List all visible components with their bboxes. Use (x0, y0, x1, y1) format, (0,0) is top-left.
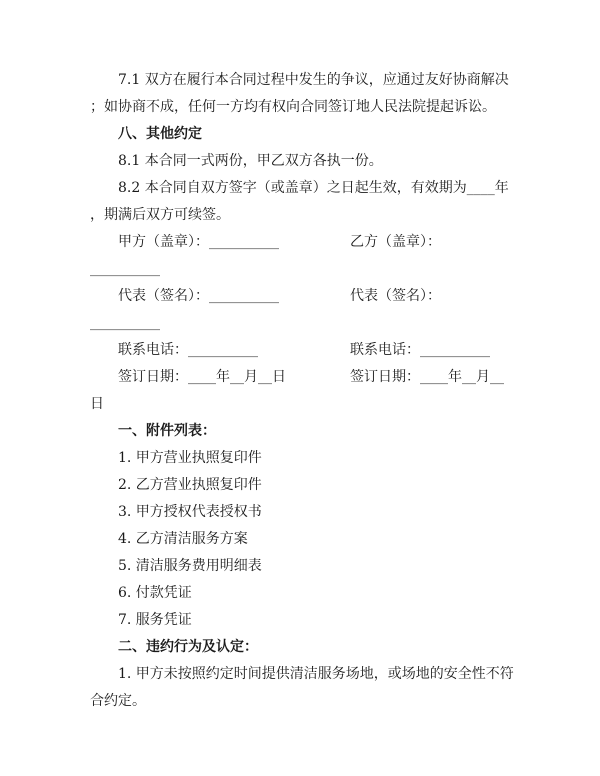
attachment-item: 3. 甲方授权代表授权书 (118, 504, 262, 520)
party-b-seal-blank: __________ (90, 261, 160, 277)
clause-8-2-line2: ，期满后双方可续签。 (90, 207, 230, 223)
attachment-item: 4. 乙方清洁服务方案 (118, 531, 248, 547)
date-b-wrap: 日 (90, 396, 104, 412)
attachments-heading: 一、附件列表： (118, 423, 216, 439)
clause-8-1: 8.1 本合同一式两份，甲乙双方各执一份。 (118, 153, 383, 169)
attachment-item: 6. 付款凭证 (118, 585, 192, 601)
date-b: 签订日期：____年__月__ (350, 369, 504, 385)
clause-8-2-line1: 8.2 本合同自双方签字（或盖章）之日起生效，有效期为____年 (118, 180, 509, 196)
attachment-item: 1. 甲方营业执照复印件 (118, 450, 262, 466)
party-a-seal: 甲方（盖章）：__________ (118, 234, 279, 250)
breach-heading: 二、违约行为及认定： (118, 639, 258, 655)
phone-b: 联系电话：__________ (350, 342, 490, 358)
section-8-heading: 八、其他约定 (118, 126, 202, 142)
breach-item-1-line1: 1. 甲方未按照约定时间提供清洁服务场地，或场地的安全性不符 (118, 666, 514, 682)
clause-7-1-line1: 7.1 双方在履行本合同过程中发生的争议，应通过友好协商解决 (118, 72, 509, 88)
rep-b-signature: 代表（签名）： (350, 288, 441, 304)
breach-item-1-line2: 合约定。 (90, 693, 146, 709)
attachment-item: 7. 服务凭证 (118, 612, 192, 628)
clause-7-1-line2: ；如协商不成，任何一方均有权向合同签订地人民法院提起诉讼。 (90, 99, 496, 115)
party-b-seal: 乙方（盖章）： (350, 234, 441, 250)
attachment-item: 5. 清洁服务费用明细表 (118, 558, 262, 574)
attachment-item: 2. 乙方营业执照复印件 (118, 477, 262, 493)
rep-a-signature: 代表（签名）：__________ (118, 288, 279, 304)
rep-b-signature-blank: __________ (90, 315, 160, 331)
date-a: 签订日期：____年__月__日 (118, 369, 286, 385)
phone-a: 联系电话：__________ (118, 342, 258, 358)
